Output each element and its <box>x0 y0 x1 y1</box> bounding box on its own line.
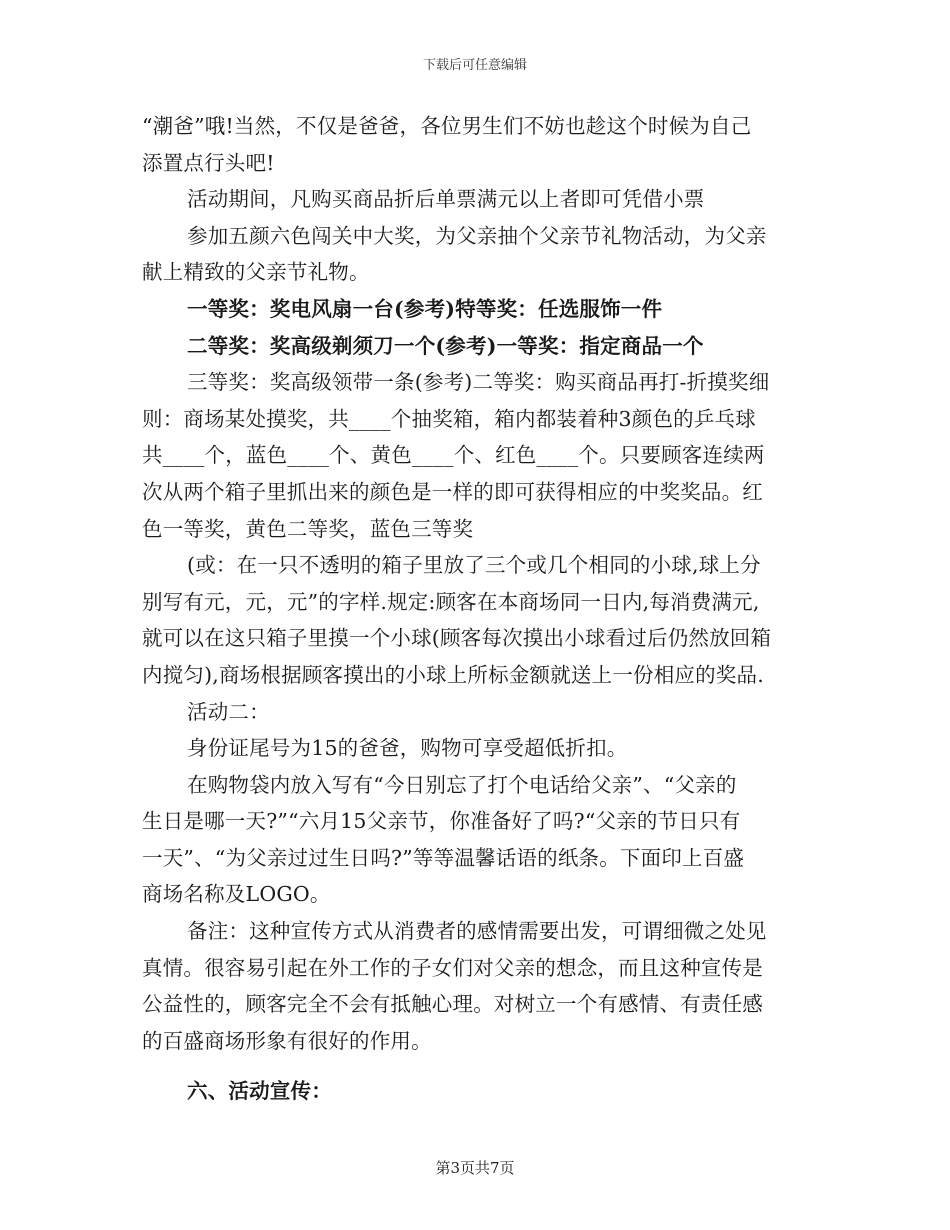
text-line: 活动期间，凡购买商品折后单票满元以上者即可凭借小票 <box>187 187 705 212</box>
section-heading: 六、活动宣传： <box>187 1079 332 1104</box>
text-line: 共____个，蓝色____个、黄色____个、红色____个。只要顾客连续两 <box>142 443 765 468</box>
text-line: 的百盛商场形象有很好的作用。 <box>142 1028 432 1053</box>
text-line: 参加五颜六色闯关中大奖，为父亲抽个父亲节礼物活动，为父亲 <box>187 223 767 248</box>
text-line: 别写有元，元，元”的字样.规定:顾客在本商场同一日内,每消费满元, <box>142 589 760 614</box>
prize-line-first: 一等奖：奖电风扇一台(参考)特等奖：任选服饰一件 <box>187 296 663 321</box>
text-line: 次从两个箱子里抓出来的颜色是一样的即可获得相应的中奖奖品。红 <box>142 479 763 504</box>
text-line: 则：商场某处摸奖，共____个抽奖箱，箱内都装着种3颜色的乒乓球 <box>142 406 756 431</box>
text-line: 身份证尾号为15的爸爸，购物可享受超低折扣。 <box>187 736 628 761</box>
text-line: 三等奖：奖高级领带一条(参考)二等奖：购买商品再打-折摸奖细 <box>187 370 770 395</box>
text-line: 在购物袋内放入写有“今日别忘了打个电话给父亲”、“父亲的 <box>187 772 737 797</box>
text-line: 献上精致的父亲节礼物。 <box>142 260 370 285</box>
document-body <box>142 108 812 1110</box>
text-line: 内搅匀),商场根据顾客摸出的小球上所标金额就送上一份相应的奖品. <box>142 662 764 687</box>
text-line: 真情。很容易引起在外工作的子女们对父亲的想念，而且这种宣传是 <box>142 955 763 980</box>
text-line: 就可以在这只箱子里摸一个小球(顾客每次摸出小球看过后仍然放回箱 <box>142 626 772 651</box>
text-line: 添置点行头吧! <box>142 150 275 175</box>
section-label-activity-two: 活动二： <box>187 699 270 724</box>
page-number: 第3页共7页 <box>435 1159 515 1177</box>
text-line: 生日是哪一天?”“六月15父亲节，你准备好了吗?“父亲的节日只有 <box>142 809 741 834</box>
text-line: 色一等奖，黄色二等奖，蓝色三等奖 <box>142 516 474 541</box>
text-line: 公益性的，顾客完全不会有抵触心理。对树立一个有感情、有责任感 <box>142 992 763 1017</box>
text-line: 商场名称及LOGO。 <box>142 882 331 907</box>
text-line: “潮爸”哦!当然，不仅是爸爸，各位男生们不妨也趁这个时候为自己 <box>142 114 752 138</box>
text-line: (或：在一只不透明的箱子里放了三个或几个相同的小球,球上分 <box>187 553 761 578</box>
page-header-note: 下载后可任意编辑 <box>422 58 527 73</box>
text-line: 备注：这种宣传方式从消费者的感情需要出发，可谓细微之处见 <box>187 919 767 944</box>
prize-line-second: 二等奖：奖高级剃须刀一个(参考)一等奖：指定商品一个 <box>187 333 704 358</box>
text-line: 一天”、“为父亲过过生日吗?”等等温馨话语的纸条。下面印上百盛 <box>142 845 745 870</box>
